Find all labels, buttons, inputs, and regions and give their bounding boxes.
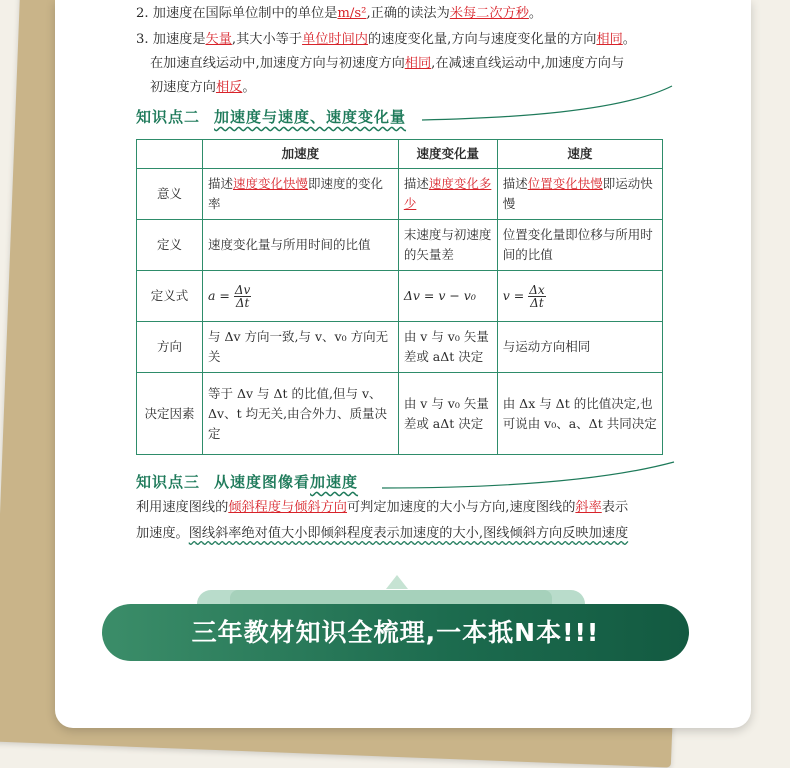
row-label: 决定因素 [137,373,203,455]
item-3-line-2: 在加速直线运动中,加速度方向与初速度方向相同,在减速直线运动中,加速度方向与 [150,56,625,71]
table-header: 速度 [497,140,662,169]
table-cell: 等于 Δv 与 Δt 的比值,但与 v、Δv、t 均无关,由合外力、质量决定 [203,373,399,455]
fraction: $\frac{\Delta v}{\Delta t}$ [234,282,251,310]
table-header: 速度变化量 [398,140,497,169]
formula-cell: a = $\frac{\Delta v}{\Delta t}$ [203,271,399,322]
formula-cell: Δv = v − v₀ [398,271,497,322]
row-label: 定义 [137,220,203,271]
table-row [137,322,663,373]
comparison-table [136,139,663,455]
row-label: 意义 [137,169,203,220]
formula-cell: v = $\frac{\Delta x}{\Delta t}$ [497,271,662,322]
section-3-heading: 知识点三 从速度图像看加速度 [136,473,359,491]
table-cell: 位置变化量即位移与所用时间的比值 [497,220,662,271]
table-cell: 末速度与初速度的矢量差 [398,220,497,271]
banner-text: 三年教材知识全梳理,一本抵N本!!! [191,618,600,647]
row-label: 定义式 [137,271,203,322]
table-row [137,169,663,220]
table-cell: 速度变化量与所用时间的比值 [203,220,399,271]
section-3-paragraph-line-2: 加速度。图线斜率绝对值大小即倾斜程度表示加速度的大小,图线倾斜方向反映加速度 [136,526,629,541]
banner-pointer [386,575,408,589]
item-3-line-1: 3. 加速度是矢量,其大小等于单位时间内的速度变化量,方向与速度变化量的方向相同。 [136,32,636,47]
item-3-line-3: 初速度方向相反。 [150,80,256,95]
table-cell: 由 v 与 v₀ 矢量差或 aΔt 决定 [398,322,497,373]
promo-banner [102,604,689,661]
banner-mid-layer [230,590,552,604]
table-cell: 与 Δv 方向一致,与 v、v₀ 方向无关 [203,322,399,373]
table-cell: 与运动方向相同 [497,322,662,373]
table-corner [137,140,203,169]
section-3-paragraph-line-1: 利用速度图线的倾斜程度与倾斜方向可判定加速度的大小与方向,速度图线的斜率表示 [136,500,629,515]
row-label: 方向 [137,322,203,373]
table-cell: 描述速度变化快慢即速度的变化率 [203,169,399,220]
section-2-curve [420,82,675,124]
table-cell: 描述位置变化快慢即运动快慢 [497,169,662,220]
table-row [137,373,663,455]
table-header: 加速度 [203,140,399,169]
section-2-heading: 知识点二 加速度与速度、速度变化量 [136,108,407,126]
table-row [137,271,663,322]
table-cell: 由 Δx 与 Δt 的比值决定,也可说由 v₀、a、Δt 共同决定 [497,373,662,455]
table-header-row [137,140,663,169]
fraction: $\frac{\Delta x}{\Delta t}$ [529,282,545,310]
item-2: 2. 加速度在国际单位制中的单位是m/s²,正确的读法为米每二次方秒。 [136,6,543,21]
section-3-curve [380,458,678,492]
table-cell: 描述速度变化多少 [398,169,497,220]
table-row [137,220,663,271]
table-cell: 由 v 与 v₀ 矢量差或 aΔt 决定 [398,373,497,455]
